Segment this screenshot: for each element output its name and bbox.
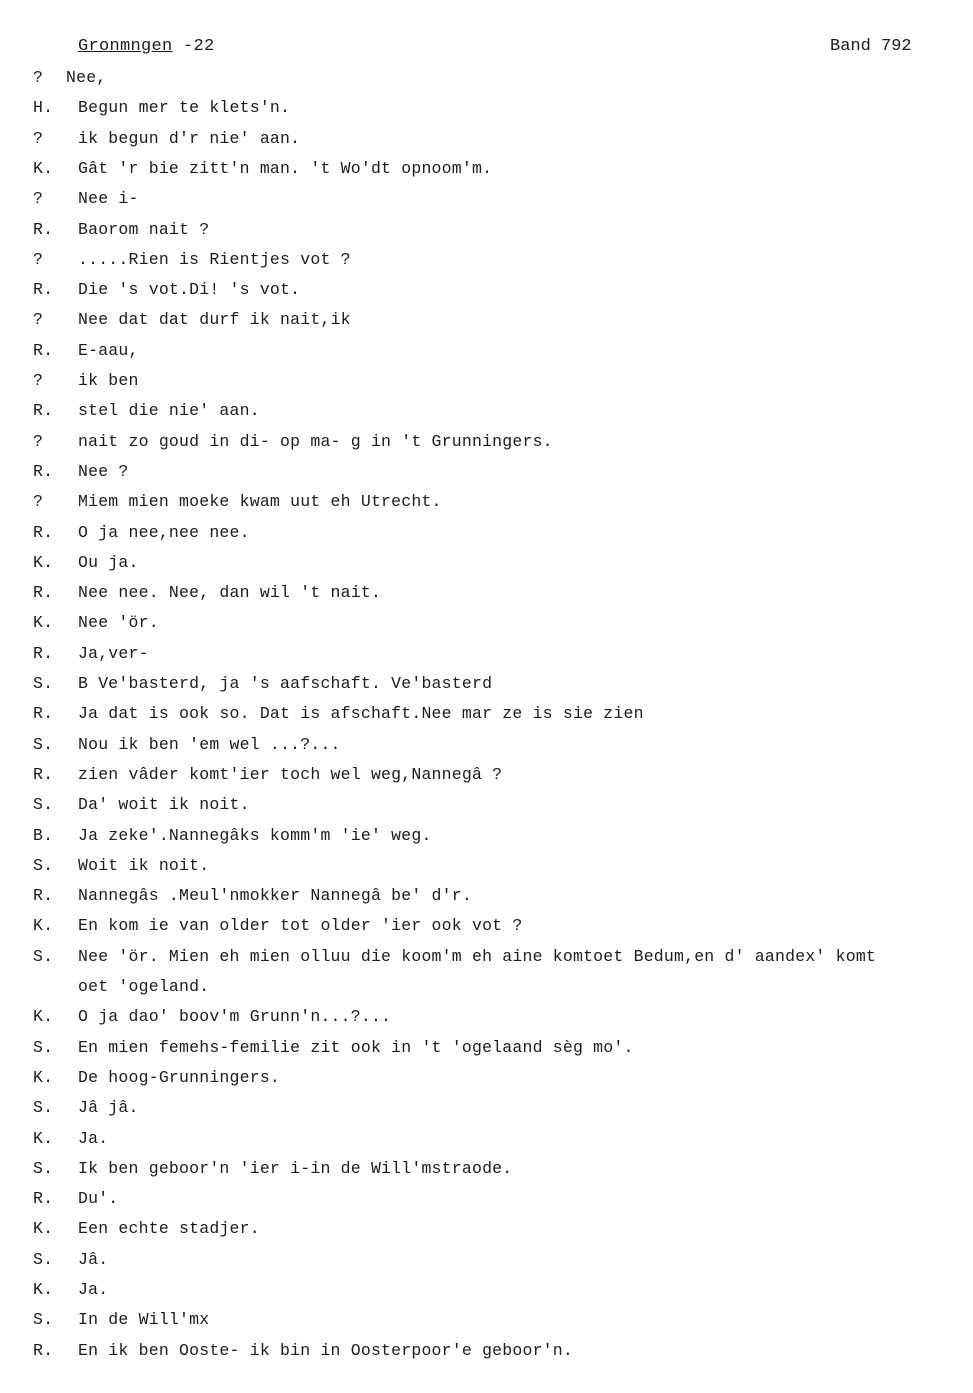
speaker-label: K. xyxy=(33,1219,54,1239)
speaker-label: R. xyxy=(33,1340,54,1360)
utterance-text: Nee i- xyxy=(78,189,139,209)
utterance-text: Gât 'r bie zitt'n man. 't Wo'dt opnoom'm. xyxy=(78,158,493,178)
utterance-text: Ja dat is ook so. Dat is afschaft.Nee mar ze is sie zien xyxy=(78,704,644,724)
speaker-label: S. xyxy=(33,855,54,875)
utterance-text: Begun mer te klets'n. xyxy=(78,98,291,118)
speaker-label: ? xyxy=(33,249,44,269)
speaker-label: B. xyxy=(33,825,54,845)
speaker-label: S. xyxy=(33,1249,54,1269)
utterance-text: Een echte stadjer. xyxy=(78,1219,260,1239)
utterance-text: En ik ben Ooste- ik bin in Oosterpoor'e geboor'n. xyxy=(78,1340,573,1360)
speaker-label: R. xyxy=(33,886,54,906)
utterance-text: Ja. xyxy=(78,1280,109,1299)
speaker-label: R. xyxy=(33,461,54,481)
utterance-text: zien vâder komt'ier toch wel weg,Nannegâ ? xyxy=(78,764,503,784)
speaker-label: K. xyxy=(33,916,54,936)
speaker-label: ? xyxy=(33,128,44,148)
speaker-label: K. xyxy=(33,1067,54,1087)
band-number: Band 792 xyxy=(830,37,912,56)
speaker-label: K. xyxy=(33,613,54,633)
utterance-text: Nee dat dat durf ik nait,ik xyxy=(78,310,351,330)
utterance-text: Nee ? xyxy=(78,461,129,481)
speaker-label: K. xyxy=(33,1280,54,1299)
speaker-label: K. xyxy=(33,158,54,178)
utterance-text: En mien femehs-femilie zit ook in 't 'ogelaand sèg mo'. xyxy=(78,1037,634,1057)
speaker-label: R. xyxy=(33,280,54,300)
utterance-text: Ja. xyxy=(78,1128,109,1148)
speaker-label: K. xyxy=(33,552,54,572)
utterance-text: Nannegâs .Meul'nmokker Nannegâ be' d'r. xyxy=(78,886,472,906)
utterance-text: .....Rien is Rientjes vot ? xyxy=(78,249,351,269)
utterance-text: Jâ. xyxy=(78,1249,109,1269)
speaker-label: S. xyxy=(33,946,54,966)
utterance-text: Nee, xyxy=(66,68,107,87)
speaker-label: S. xyxy=(33,674,54,693)
utterance-text: O ja nee,nee nee. xyxy=(78,522,250,542)
utterance-text: Nee 'ör. Mien eh mien olluu die koom'm eh aine komtoet Bedum,en d' aandex' komt xyxy=(78,946,877,966)
utterance-text: ik begun d'r nie' aan. xyxy=(78,128,301,148)
utterance-text: Nou ik ben 'em wel ...?... xyxy=(78,734,341,754)
speaker-label: ? xyxy=(33,189,44,209)
speaker-label: R. xyxy=(33,764,54,784)
speaker-label: K. xyxy=(33,1007,54,1027)
utterance-text: Ou ja. xyxy=(78,552,139,572)
speaker-label: H. xyxy=(33,98,54,118)
utterance-text: B Ve'basterd, ja 's aafschaft. Ve'basterd xyxy=(78,674,493,693)
utterance-text: Jâ jâ. xyxy=(78,1098,139,1118)
utterance-text: Baorom nait ? xyxy=(78,219,210,239)
utterance-text: Miem mien moeke kwam uut eh Utrecht. xyxy=(78,492,442,512)
speaker-label: S. xyxy=(33,1310,54,1330)
speaker-label: K. xyxy=(33,1128,54,1148)
utterance-text: Ja zeke'.Nannegâks komm'm 'ie' weg. xyxy=(78,825,432,845)
speaker-label: R. xyxy=(33,1189,54,1209)
utterance-text: Die 's vot.Di! 's vot. xyxy=(78,280,301,300)
speaker-label: R. xyxy=(33,219,54,239)
speaker-label: ? xyxy=(33,431,44,451)
header-title: Gronmngen xyxy=(78,37,173,56)
utterance-text: En kom ie van older tot older 'ier ook vot ? xyxy=(78,916,523,936)
speaker-label: S. xyxy=(33,1037,54,1057)
utterance-text: Nee nee. Nee, dan wil 't nait. xyxy=(78,583,382,603)
utterance-text: Ik ben geboor'n 'ier i-in de Will'mstraode. xyxy=(78,1158,513,1178)
speaker-label: ? xyxy=(33,492,44,512)
speaker-label: S. xyxy=(33,795,54,815)
utterance-text: ik ben xyxy=(78,371,139,390)
utterance-text: oet 'ogeland. xyxy=(78,977,210,996)
speaker-label: R. xyxy=(33,340,54,360)
speaker-label: ? xyxy=(33,310,44,330)
utterance-text: Nee 'ör. xyxy=(78,613,159,633)
utterance-text: Ja,ver- xyxy=(78,643,149,663)
utterance-text: stel die nie' aan. xyxy=(78,401,260,421)
speaker-label: S. xyxy=(33,734,54,754)
speaker-label: S. xyxy=(33,1098,54,1118)
utterance-text: E-aau, xyxy=(78,340,139,360)
speaker-label: ? xyxy=(33,68,44,87)
speaker-label: R. xyxy=(33,704,54,724)
page-header-left xyxy=(78,37,215,56)
header-page-number: -22 xyxy=(183,37,215,56)
utterance-text: nait zo goud in di- op ma- g in 't Grunningers. xyxy=(78,431,553,451)
utterance-text: Da' woit ik noit. xyxy=(78,795,250,815)
utterance-text: O ja dao' boov'm Grunn'n...?... xyxy=(78,1007,392,1027)
utterance-text: Woit ik noit. xyxy=(78,855,210,875)
speaker-label: R. xyxy=(33,522,54,542)
speaker-label: R. xyxy=(33,643,54,663)
speaker-label: R. xyxy=(33,401,54,421)
speaker-label: ? xyxy=(33,371,44,390)
speaker-label: R. xyxy=(33,583,54,603)
utterance-text: In de Will'mx xyxy=(78,1310,210,1330)
utterance-text: De hoog-Grunningers. xyxy=(78,1067,281,1087)
speaker-label: S. xyxy=(33,1158,54,1178)
utterance-text: Du'. xyxy=(78,1189,119,1209)
